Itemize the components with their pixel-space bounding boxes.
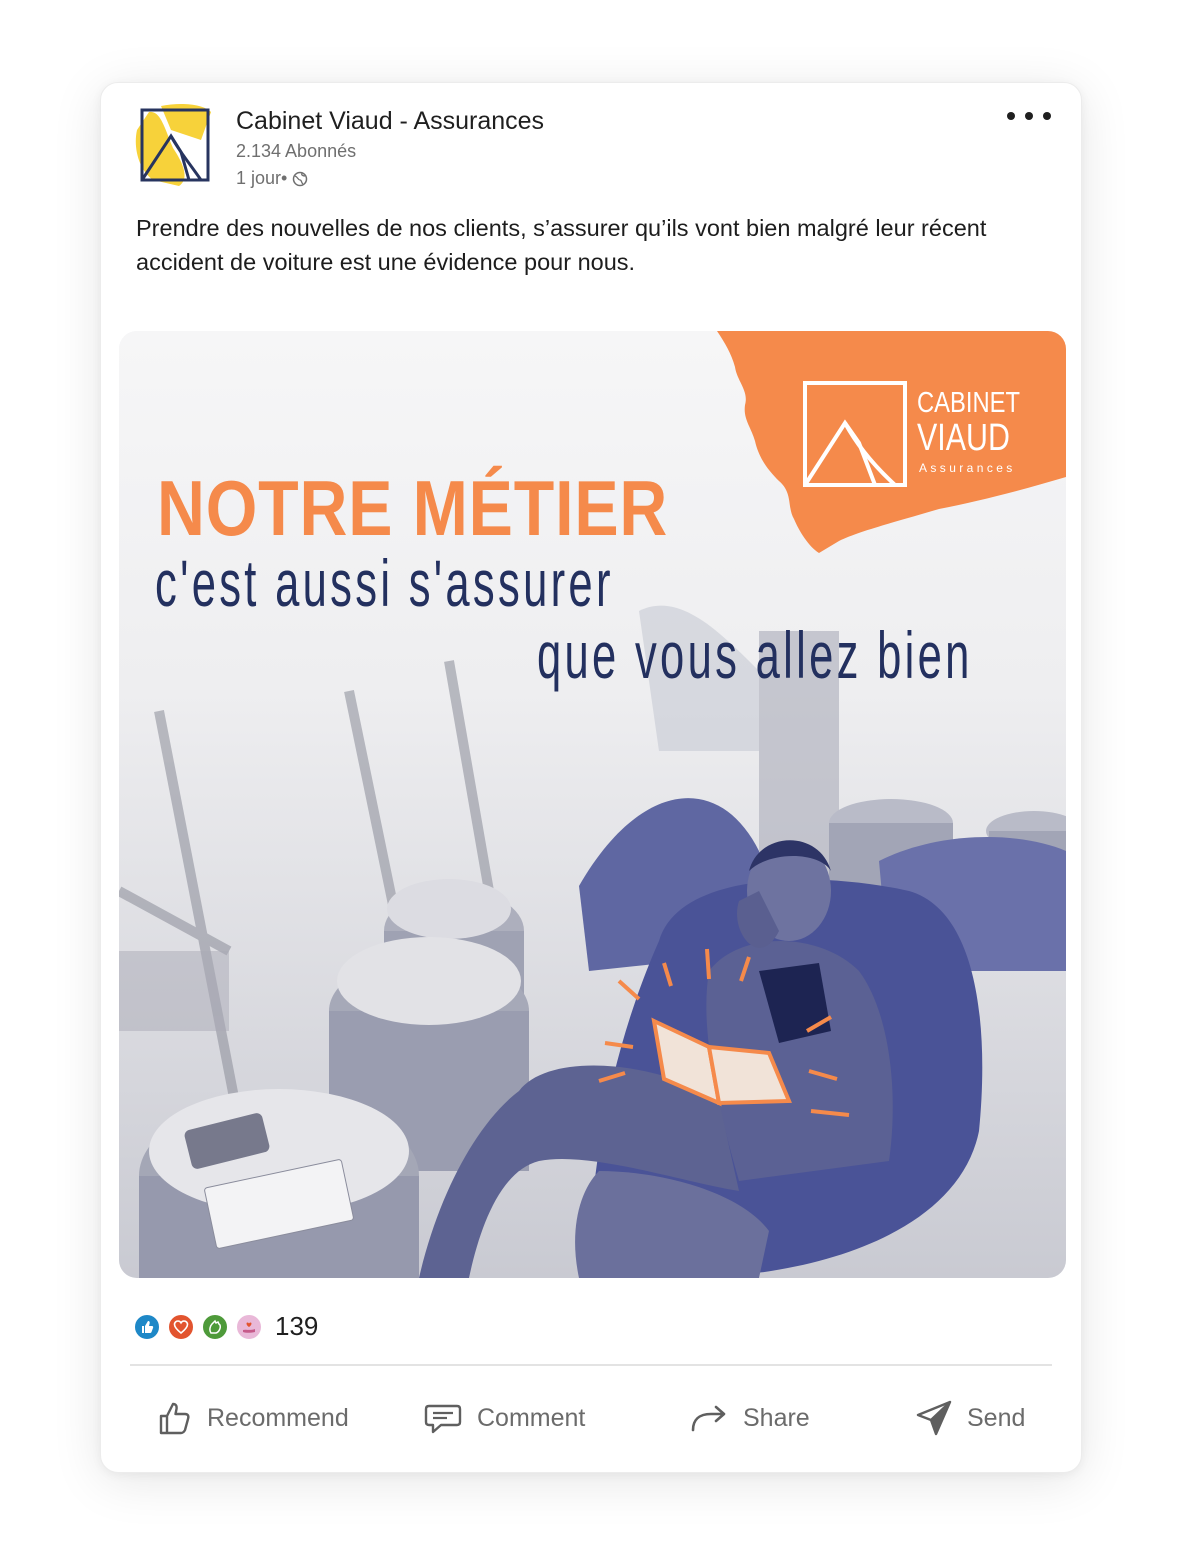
company-avatar[interactable]	[131, 100, 221, 190]
actions-divider	[130, 1364, 1052, 1366]
like-icon	[133, 1313, 161, 1341]
send-button[interactable]	[915, 1383, 1025, 1453]
reaction-count[interactable]: 139	[275, 1311, 319, 1341]
reactions-summary[interactable]	[133, 1311, 318, 1342]
post-card	[100, 82, 1082, 1473]
comment-button[interactable]	[423, 1383, 585, 1453]
globe-icon	[292, 171, 308, 187]
love-icon	[167, 1313, 195, 1341]
post-time-label: 1 jour•	[236, 168, 288, 188]
send-plane-icon	[915, 1399, 953, 1437]
share-button[interactable]	[689, 1383, 810, 1453]
image-subline-1: c'est aussi s'assurer	[155, 546, 614, 620]
more-dot-icon	[1025, 112, 1033, 120]
brand-tagline: Assurances	[919, 461, 1016, 475]
company-logo-icon	[131, 100, 221, 190]
image-subline-2: que vous allez bien	[537, 618, 973, 692]
recommend-label: Recommend	[207, 1403, 349, 1432]
more-dot-icon	[1007, 112, 1015, 120]
action-bar	[101, 1383, 1083, 1453]
support-icon	[235, 1313, 263, 1341]
thumbs-up-icon	[157, 1400, 193, 1436]
brand-name-line-2: VIAUD	[917, 417, 1010, 459]
image-headline: NOTRE MÉTIER	[157, 464, 669, 552]
post-body-text: Prendre des nouvelles de nos clients, s’assurer qu’ils vont bien malgré leur récent accident de voiture est une évidence pour nous.	[136, 215, 987, 275]
follower-count: 2.134 Abonnés	[236, 141, 357, 161]
celebrate-icon	[201, 1313, 229, 1341]
comment-icon	[423, 1400, 463, 1436]
share-arrow-icon	[689, 1400, 729, 1436]
comment-label: Comment	[477, 1403, 586, 1432]
more-dot-icon	[1043, 112, 1051, 120]
post-image[interactable]	[119, 331, 1066, 1278]
recommend-button[interactable]	[157, 1383, 349, 1453]
author-name[interactable]: Cabinet Viaud - Assurances	[236, 107, 545, 135]
share-label: Share	[743, 1403, 810, 1432]
brand-mountain-icon	[799, 379, 909, 489]
post-time	[236, 168, 308, 189]
more-options-button[interactable]	[1007, 103, 1051, 129]
send-label: Send	[967, 1403, 1026, 1432]
brand-name-line-1: CABINET	[917, 387, 1021, 419]
